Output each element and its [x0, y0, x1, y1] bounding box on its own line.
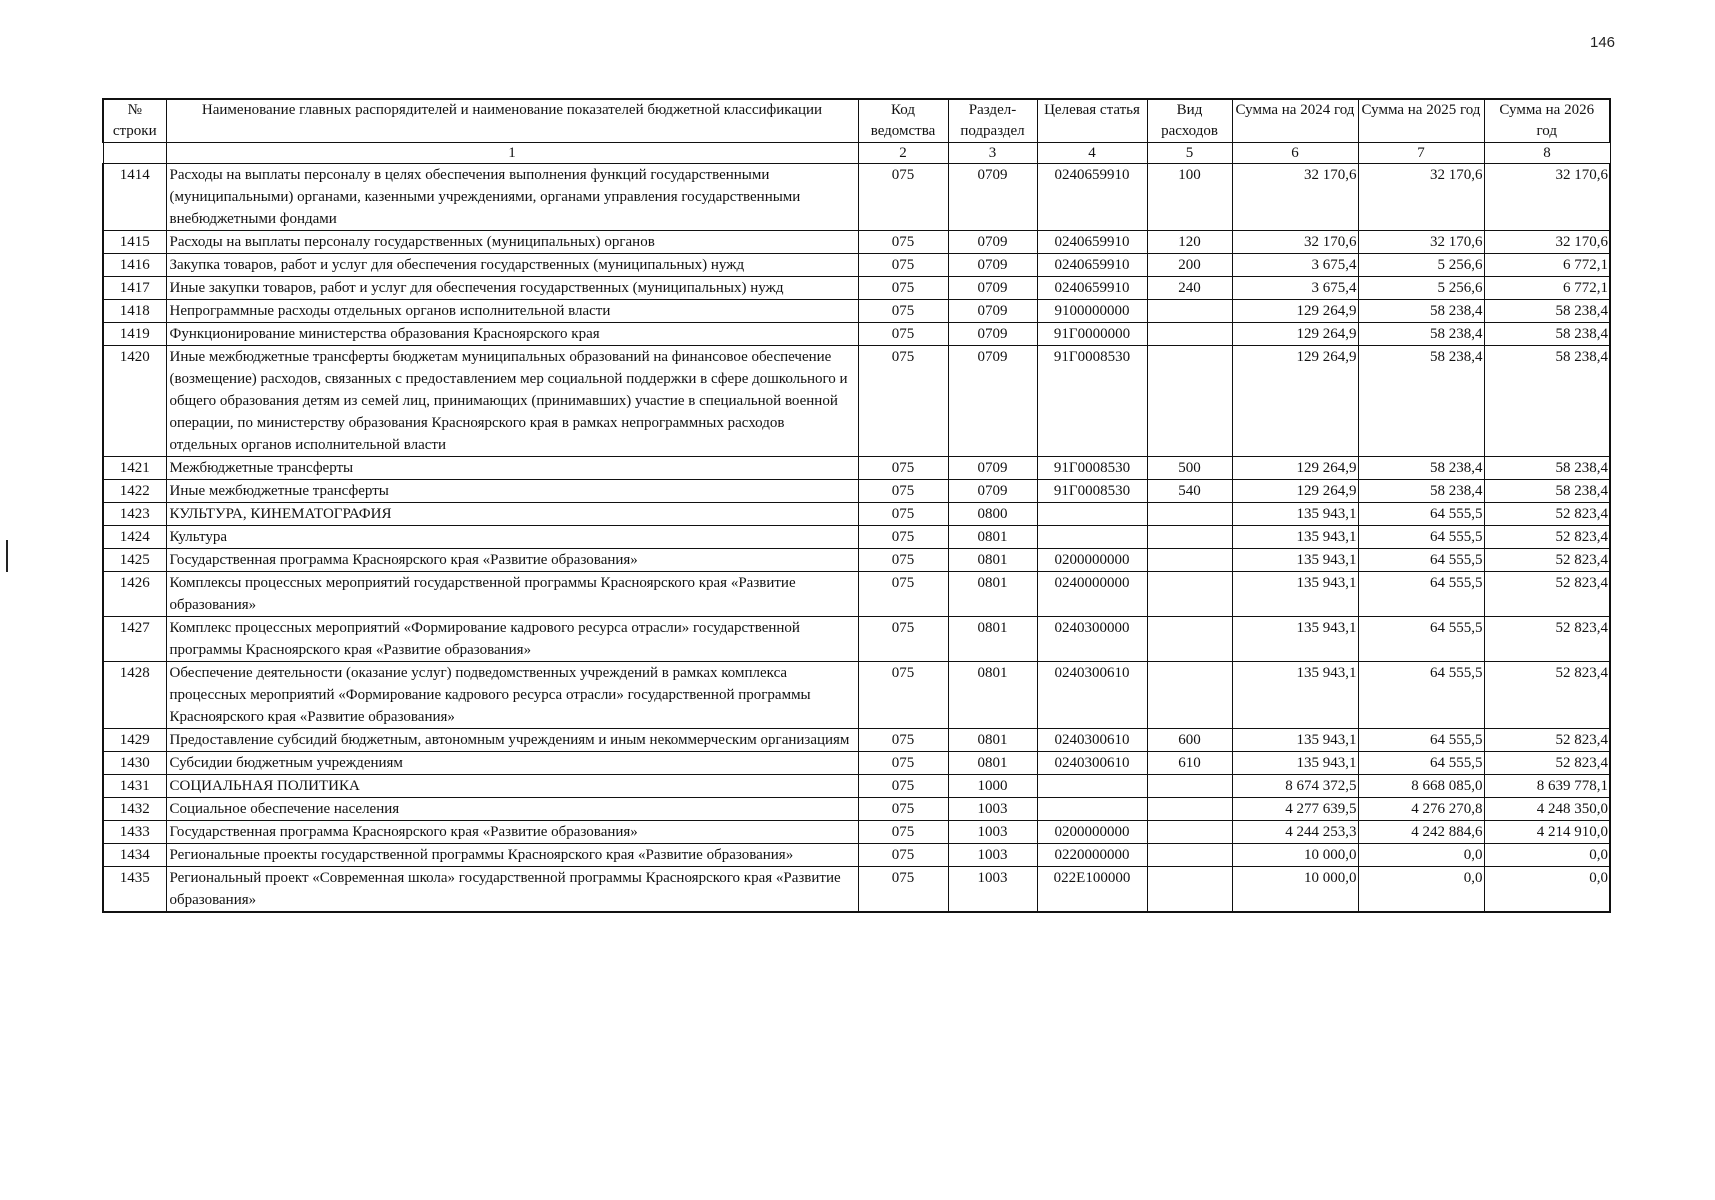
row-expense-type — [1147, 662, 1232, 729]
table-header — [103, 99, 1610, 164]
row-name: Закупка товаров, работ и услуг для обеспечения государственных (муниципальных) нужд — [166, 254, 858, 277]
row-dept-code: 075 — [858, 775, 948, 798]
row-dept-code: 075 — [858, 821, 948, 844]
row-sum-2025: 64 555,5 — [1358, 617, 1484, 662]
row-expense-type — [1147, 526, 1232, 549]
table-row — [103, 775, 1610, 798]
row-dept-code: 075 — [858, 457, 948, 480]
row-sum-2024: 32 170,6 — [1232, 164, 1358, 231]
row-sum-2026: 52 823,4 — [1484, 549, 1610, 572]
row-sum-2026: 4 248 350,0 — [1484, 798, 1610, 821]
row-name: Функционирование министерства образования Красноярского края — [166, 323, 858, 346]
row-target: 0240300000 — [1037, 617, 1147, 662]
row-dept-code: 075 — [858, 752, 948, 775]
row-section: 0801 — [948, 572, 1037, 617]
row-sum-2025: 64 555,5 — [1358, 503, 1484, 526]
row-target: 0240300610 — [1037, 662, 1147, 729]
row-target: 91Г0008530 — [1037, 457, 1147, 480]
budget-table — [102, 98, 1611, 913]
row-expense-type: 600 — [1147, 729, 1232, 752]
row-sum-2025: 8 668 085,0 — [1358, 775, 1484, 798]
row-target — [1037, 775, 1147, 798]
row-name: Иные закупки товаров, работ и услуг для обеспечения государственных (муниципальных) нужд — [166, 277, 858, 300]
row-sum-2026: 58 238,4 — [1484, 323, 1610, 346]
row-section: 0709 — [948, 300, 1037, 323]
row-expense-type — [1147, 549, 1232, 572]
column-number: 2 — [858, 143, 948, 164]
row-name: Комплексы процессных мероприятий государственной программы Красноярского края «Развитие образования» — [166, 572, 858, 617]
row-sum-2024: 135 943,1 — [1232, 662, 1358, 729]
row-target: 0240300610 — [1037, 729, 1147, 752]
row-target — [1037, 798, 1147, 821]
row-dept-code: 075 — [858, 662, 948, 729]
row-number: 1428 — [103, 662, 166, 729]
row-section: 0801 — [948, 729, 1037, 752]
row-target: 022Е100000 — [1037, 867, 1147, 913]
row-section: 0709 — [948, 164, 1037, 231]
row-section: 0801 — [948, 752, 1037, 775]
row-dept-code: 075 — [858, 164, 948, 231]
row-sum-2025: 5 256,6 — [1358, 254, 1484, 277]
row-name: Расходы на выплаты персоналу в целях обеспечения выполнения функций государственными (муниципальными) органами, казенными учреждениями, органами управления государственными внебюджетными фондами — [166, 164, 858, 231]
row-number: 1415 — [103, 231, 166, 254]
row-sum-2024: 129 264,9 — [1232, 346, 1358, 457]
table-row — [103, 503, 1610, 526]
row-target: 0220000000 — [1037, 844, 1147, 867]
row-number: 1418 — [103, 300, 166, 323]
row-section: 1003 — [948, 867, 1037, 913]
row-target: 0240000000 — [1037, 572, 1147, 617]
row-target: 91Г0008530 — [1037, 346, 1147, 457]
table-row — [103, 254, 1610, 277]
row-target: 0240659910 — [1037, 231, 1147, 254]
row-sum-2026: 52 823,4 — [1484, 729, 1610, 752]
row-number: 1434 — [103, 844, 166, 867]
table-row — [103, 300, 1610, 323]
row-expense-type: 240 — [1147, 277, 1232, 300]
page-number: 146 — [1590, 34, 1616, 51]
row-name: Непрограммные расходы отдельных органов исполнительной власти — [166, 300, 858, 323]
row-number: 1431 — [103, 775, 166, 798]
row-section: 0800 — [948, 503, 1037, 526]
row-sum-2026: 0,0 — [1484, 844, 1610, 867]
row-dept-code: 075 — [858, 798, 948, 821]
row-target: 0240659910 — [1037, 277, 1147, 300]
row-section: 0709 — [948, 277, 1037, 300]
row-sum-2024: 32 170,6 — [1232, 231, 1358, 254]
row-sum-2024: 10 000,0 — [1232, 867, 1358, 913]
row-target: 9100000000 — [1037, 300, 1147, 323]
row-sum-2025: 64 555,5 — [1358, 752, 1484, 775]
row-sum-2025: 64 555,5 — [1358, 572, 1484, 617]
header-row-no: № строки — [103, 99, 166, 143]
column-number: 8 — [1484, 143, 1610, 164]
column-number: 7 — [1358, 143, 1484, 164]
row-section: 1000 — [948, 775, 1037, 798]
row-sum-2026: 0,0 — [1484, 867, 1610, 913]
row-dept-code: 075 — [858, 526, 948, 549]
table-row — [103, 821, 1610, 844]
row-dept-code: 075 — [858, 323, 948, 346]
header-row — [103, 99, 1610, 143]
header-expense-type: Вид расходов — [1147, 99, 1232, 143]
row-sum-2026: 6 772,1 — [1484, 254, 1610, 277]
row-sum-2024: 135 943,1 — [1232, 729, 1358, 752]
row-expense-type: 610 — [1147, 752, 1232, 775]
row-sum-2025: 4 276 270,8 — [1358, 798, 1484, 821]
row-sum-2026: 52 823,4 — [1484, 572, 1610, 617]
row-section: 0801 — [948, 549, 1037, 572]
row-number: 1420 — [103, 346, 166, 457]
row-number: 1435 — [103, 867, 166, 913]
row-sum-2026: 52 823,4 — [1484, 752, 1610, 775]
row-section: 1003 — [948, 798, 1037, 821]
row-section: 0709 — [948, 231, 1037, 254]
row-name: Культура — [166, 526, 858, 549]
row-section: 0801 — [948, 662, 1037, 729]
row-name: КУЛЬТУРА, КИНЕМАТОГРАФИЯ — [166, 503, 858, 526]
row-dept-code: 075 — [858, 867, 948, 913]
row-sum-2025: 0,0 — [1358, 844, 1484, 867]
row-number: 1419 — [103, 323, 166, 346]
row-name: Предоставление субсидий бюджетным, автономным учреждениям и иным некоммерческим организациям — [166, 729, 858, 752]
row-name: Государственная программа Красноярского края «Развитие образования» — [166, 549, 858, 572]
row-dept-code: 075 — [858, 480, 948, 503]
row-expense-type — [1147, 617, 1232, 662]
row-expense-type — [1147, 572, 1232, 617]
row-name: Иные межбюджетные трансферты — [166, 480, 858, 503]
table-row — [103, 752, 1610, 775]
row-dept-code: 075 — [858, 231, 948, 254]
row-expense-type: 100 — [1147, 164, 1232, 231]
row-sum-2026: 58 238,4 — [1484, 480, 1610, 503]
row-sum-2026: 8 639 778,1 — [1484, 775, 1610, 798]
table-row — [103, 572, 1610, 617]
row-expense-type: 120 — [1147, 231, 1232, 254]
row-sum-2025: 64 555,5 — [1358, 729, 1484, 752]
row-sum-2026: 52 823,4 — [1484, 617, 1610, 662]
row-number: 1423 — [103, 503, 166, 526]
column-number: 5 — [1147, 143, 1232, 164]
row-sum-2026: 6 772,1 — [1484, 277, 1610, 300]
row-sum-2026: 52 823,4 — [1484, 662, 1610, 729]
row-target: 91Г0008530 — [1037, 480, 1147, 503]
column-number: 6 — [1232, 143, 1358, 164]
header-sum-2025: Сумма на 2025 год — [1358, 99, 1484, 143]
column-number-row — [103, 143, 1610, 164]
row-sum-2024: 10 000,0 — [1232, 844, 1358, 867]
row-expense-type — [1147, 323, 1232, 346]
row-expense-type — [1147, 346, 1232, 457]
row-sum-2025: 64 555,5 — [1358, 526, 1484, 549]
table-row — [103, 798, 1610, 821]
row-sum-2024: 3 675,4 — [1232, 254, 1358, 277]
row-name: Региональные проекты государственной программы Красноярского края «Развитие образования» — [166, 844, 858, 867]
row-dept-code: 075 — [858, 617, 948, 662]
row-target: 91Г0000000 — [1037, 323, 1147, 346]
row-expense-type: 500 — [1147, 457, 1232, 480]
row-number: 1430 — [103, 752, 166, 775]
row-expense-type — [1147, 798, 1232, 821]
row-sum-2025: 58 238,4 — [1358, 346, 1484, 457]
column-number: 4 — [1037, 143, 1147, 164]
row-name: Расходы на выплаты персоналу государственных (муниципальных) органов — [166, 231, 858, 254]
row-sum-2025: 5 256,6 — [1358, 277, 1484, 300]
table-row — [103, 231, 1610, 254]
row-number: 1422 — [103, 480, 166, 503]
row-name: СОЦИАЛЬНАЯ ПОЛИТИКА — [166, 775, 858, 798]
row-name: Иные межбюджетные трансферты бюджетам муниципальных образований на финансовое обеспечение (возмещение) расходов, связанных с предоставлением мер социальной поддержки в сфере дошкольного и общего образования детям из семей лиц, принимающих (принимавших) участие в специальной военной операции, по министерству образования Красноярского края в рамках непрограммных расходов отдельных органов исполнительной власти — [166, 346, 858, 457]
row-target: 0200000000 — [1037, 821, 1147, 844]
row-target: 0200000000 — [1037, 549, 1147, 572]
row-expense-type: 200 — [1147, 254, 1232, 277]
row-expense-type — [1147, 844, 1232, 867]
row-sum-2024: 135 943,1 — [1232, 503, 1358, 526]
row-dept-code: 075 — [858, 572, 948, 617]
table-row — [103, 164, 1610, 231]
table-row — [103, 480, 1610, 503]
row-sum-2024: 129 264,9 — [1232, 300, 1358, 323]
row-target: 0240300610 — [1037, 752, 1147, 775]
header-section: Раздел-подраздел — [948, 99, 1037, 143]
table-row — [103, 346, 1610, 457]
row-sum-2025: 32 170,6 — [1358, 231, 1484, 254]
row-sum-2025: 0,0 — [1358, 867, 1484, 913]
row-expense-type — [1147, 300, 1232, 323]
row-number: 1421 — [103, 457, 166, 480]
row-section: 0709 — [948, 346, 1037, 457]
row-sum-2025: 64 555,5 — [1358, 662, 1484, 729]
table-row — [103, 549, 1610, 572]
margin-mark — [6, 540, 8, 572]
table-row — [103, 867, 1610, 913]
row-sum-2024: 4 277 639,5 — [1232, 798, 1358, 821]
row-number: 1426 — [103, 572, 166, 617]
table-row — [103, 844, 1610, 867]
row-sum-2024: 135 943,1 — [1232, 572, 1358, 617]
row-target — [1037, 503, 1147, 526]
row-dept-code: 075 — [858, 549, 948, 572]
row-number: 1433 — [103, 821, 166, 844]
row-section: 1003 — [948, 844, 1037, 867]
row-sum-2026: 52 823,4 — [1484, 503, 1610, 526]
row-sum-2024: 135 943,1 — [1232, 617, 1358, 662]
table-row — [103, 729, 1610, 752]
row-sum-2024: 129 264,9 — [1232, 323, 1358, 346]
table-row — [103, 277, 1610, 300]
header-name: Наименование главных распорядителей и наименование показателей бюджетной классификации — [166, 99, 858, 143]
row-dept-code: 075 — [858, 729, 948, 752]
row-number: 1427 — [103, 617, 166, 662]
table-body — [103, 164, 1610, 913]
row-section: 0709 — [948, 457, 1037, 480]
row-name: Государственная программа Красноярского края «Развитие образования» — [166, 821, 858, 844]
table-row — [103, 457, 1610, 480]
row-name: Социальное обеспечение населения — [166, 798, 858, 821]
row-sum-2026: 52 823,4 — [1484, 526, 1610, 549]
row-sum-2024: 8 674 372,5 — [1232, 775, 1358, 798]
row-name: Межбюджетные трансферты — [166, 457, 858, 480]
row-expense-type: 540 — [1147, 480, 1232, 503]
row-number: 1417 — [103, 277, 166, 300]
row-sum-2026: 58 238,4 — [1484, 457, 1610, 480]
row-name: Субсидии бюджетным учреждениям — [166, 752, 858, 775]
row-sum-2025: 32 170,6 — [1358, 164, 1484, 231]
row-sum-2026: 32 170,6 — [1484, 164, 1610, 231]
column-number-blank — [103, 143, 166, 164]
row-section: 0801 — [948, 617, 1037, 662]
row-expense-type — [1147, 775, 1232, 798]
row-name: Региональный проект «Современная школа» государственной программы Красноярского края «Развитие образования» — [166, 867, 858, 913]
row-target — [1037, 526, 1147, 549]
header-target: Целевая статья — [1037, 99, 1147, 143]
row-section: 0801 — [948, 526, 1037, 549]
row-target: 0240659910 — [1037, 164, 1147, 231]
row-target: 0240659910 — [1037, 254, 1147, 277]
row-sum-2024: 135 943,1 — [1232, 752, 1358, 775]
row-sum-2024: 4 244 253,3 — [1232, 821, 1358, 844]
row-number: 1424 — [103, 526, 166, 549]
table-row — [103, 617, 1610, 662]
header-sum-2024: Сумма на 2024 год — [1232, 99, 1358, 143]
header-sum-2026: Сумма на 2026 год — [1484, 99, 1610, 143]
table-row — [103, 526, 1610, 549]
row-sum-2026: 4 214 910,0 — [1484, 821, 1610, 844]
row-number: 1416 — [103, 254, 166, 277]
row-sum-2026: 58 238,4 — [1484, 300, 1610, 323]
row-sum-2026: 32 170,6 — [1484, 231, 1610, 254]
row-sum-2025: 58 238,4 — [1358, 480, 1484, 503]
row-sum-2024: 135 943,1 — [1232, 549, 1358, 572]
row-dept-code: 075 — [858, 346, 948, 457]
row-sum-2024: 135 943,1 — [1232, 526, 1358, 549]
row-sum-2025: 64 555,5 — [1358, 549, 1484, 572]
column-number: 1 — [166, 143, 858, 164]
row-section: 0709 — [948, 480, 1037, 503]
row-number: 1425 — [103, 549, 166, 572]
row-dept-code: 075 — [858, 254, 948, 277]
row-sum-2025: 4 242 884,6 — [1358, 821, 1484, 844]
row-dept-code: 075 — [858, 503, 948, 526]
row-expense-type — [1147, 867, 1232, 913]
row-section: 0709 — [948, 323, 1037, 346]
row-sum-2025: 58 238,4 — [1358, 457, 1484, 480]
row-section: 1003 — [948, 821, 1037, 844]
row-sum-2025: 58 238,4 — [1358, 323, 1484, 346]
row-dept-code: 075 — [858, 844, 948, 867]
row-sum-2024: 129 264,9 — [1232, 480, 1358, 503]
row-sum-2024: 129 264,9 — [1232, 457, 1358, 480]
row-sum-2026: 58 238,4 — [1484, 346, 1610, 457]
row-name: Обеспечение деятельности (оказание услуг) подведомственных учреждений в рамках комплекса процессных мероприятий «Формирование кадрового ресурса отрасли» государственной программы Красноярского края «Развитие образования» — [166, 662, 858, 729]
row-dept-code: 075 — [858, 277, 948, 300]
row-name: Комплекс процессных мероприятий «Формирование кадрового ресурса отрасли» государственной программы Красноярского края «Развитие образования» — [166, 617, 858, 662]
row-number: 1432 — [103, 798, 166, 821]
row-sum-2024: 3 675,4 — [1232, 277, 1358, 300]
row-section: 0709 — [948, 254, 1037, 277]
header-dept-code: Код ведомства — [858, 99, 948, 143]
row-sum-2025: 58 238,4 — [1358, 300, 1484, 323]
column-number: 3 — [948, 143, 1037, 164]
row-number: 1429 — [103, 729, 166, 752]
row-dept-code: 075 — [858, 300, 948, 323]
row-number: 1414 — [103, 164, 166, 231]
row-expense-type — [1147, 821, 1232, 844]
table-row — [103, 323, 1610, 346]
row-expense-type — [1147, 503, 1232, 526]
table-row — [103, 662, 1610, 729]
